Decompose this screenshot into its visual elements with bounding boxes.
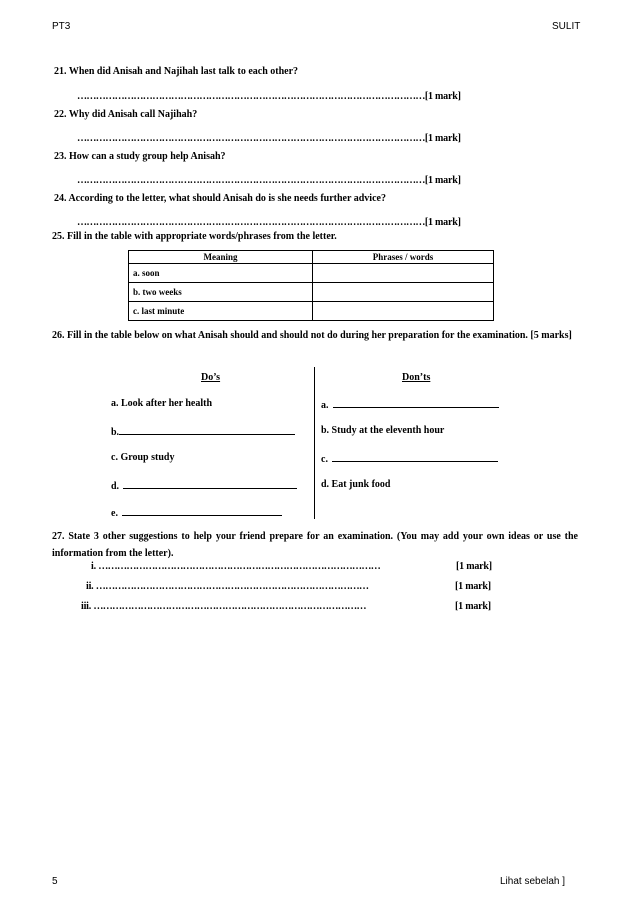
answer-blank[interactable] xyxy=(123,479,297,489)
donts-item-a[interactable]: a. xyxy=(321,398,499,411)
dos-item-a: a. Look after her health xyxy=(111,398,213,409)
suggestion-line-ii[interactable]: ii. …………………………………………………………………………… xyxy=(86,581,369,592)
footer-next-page: Lihat sebelah ] xyxy=(500,876,566,887)
column-divider xyxy=(314,367,315,519)
suggestion-line-iii[interactable]: iii. …………………………………………………………………………… xyxy=(81,601,366,612)
answer-line-22[interactable]: …………………………………………………………………………………………………[1 mark] xyxy=(77,133,461,144)
answer-blank[interactable] xyxy=(122,506,282,516)
answer-line-21[interactable]: …………………………………………………………………………………………………[1 mark] xyxy=(77,91,461,102)
question-23: 23. How can a study group help Anisah? xyxy=(54,151,226,162)
phrase-answer-cell[interactable] xyxy=(313,264,494,283)
question-25: 25. Fill in the table with appropriate words/phrases from the letter. xyxy=(52,231,337,242)
donts-item-d: d. Eat junk food xyxy=(321,479,391,490)
answer-blank[interactable] xyxy=(332,452,498,462)
mark-24: [1 mark] xyxy=(424,217,461,228)
header-right: SULIT xyxy=(552,21,581,32)
page-number: 5 xyxy=(52,876,58,887)
phrase-answer-cell[interactable] xyxy=(313,302,494,321)
phrase-answer-cell[interactable] xyxy=(313,283,494,302)
dos-item-d[interactable]: d. xyxy=(111,479,297,492)
answer-line-24[interactable]: …………………………………………………………………………………………………[1 mark] xyxy=(77,217,461,228)
question-24: 24. According to the letter, what should Anisah do is she needs further advice? xyxy=(54,193,386,204)
mark-22: [1 mark] xyxy=(424,133,461,144)
phrases-header: Phrases / words xyxy=(313,251,494,264)
mark-27-iii: [1 mark] xyxy=(455,601,491,612)
donts-title: Don’ts xyxy=(402,372,431,383)
meaning-table xyxy=(128,250,494,321)
meaning-cell: b. two weeks xyxy=(129,283,313,302)
donts-item-c[interactable]: c. xyxy=(321,452,498,465)
donts-item-b: b. Study at the eleventh hour xyxy=(321,425,445,436)
header-left: PT3 xyxy=(52,21,71,32)
answer-line-23[interactable]: …………………………………………………………………………………………………[1 mark] xyxy=(77,175,461,186)
dos-title: Do’s xyxy=(201,372,221,383)
dos-item-c: c. Group study xyxy=(111,452,175,463)
mark-21: [1 mark] xyxy=(424,91,461,102)
dos-item-b[interactable]: b. xyxy=(111,425,295,438)
suggestion-line-i[interactable]: i. ……………………………………………………………………………… xyxy=(91,561,381,572)
question-21: 21. When did Anisah and Najihah last talk to each other? xyxy=(54,66,299,77)
meaning-cell: c. last minute xyxy=(129,302,313,321)
mark-23: [1 mark] xyxy=(424,175,461,186)
question-26: 26. Fill in the table below on what Anisah should and should not do during her preparation for the examination. [5 marks] xyxy=(52,330,572,341)
meaning-cell: a. soon xyxy=(129,264,313,283)
mark-27-i: [1 mark] xyxy=(456,561,492,572)
question-27: 27. State 3 other suggestions to help your friend prepare for an examination. (You may add your own ideas or use the information from the letter). xyxy=(52,531,578,559)
meaning-header: Meaning xyxy=(129,251,313,264)
dos-item-e[interactable]: e. xyxy=(111,506,282,519)
answer-blank[interactable] xyxy=(119,425,295,435)
answer-blank[interactable] xyxy=(333,398,499,408)
mark-27-ii: [1 mark] xyxy=(455,581,491,592)
question-22: 22. Why did Anisah call Najihah? xyxy=(54,109,198,120)
